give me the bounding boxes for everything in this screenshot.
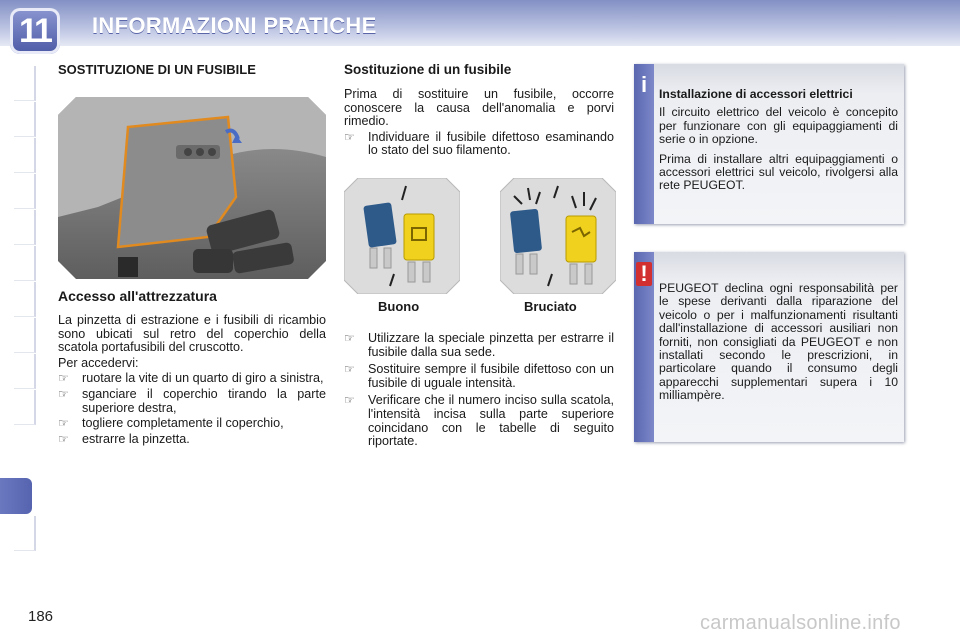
chapter-tab[interactable] [14, 102, 36, 137]
chapter-tab[interactable] [14, 210, 36, 245]
pointing-hand-icon: ☞ [58, 371, 69, 386]
warning-text: PEUGEOT declina ogni responsabilità per le spese derivanti dalla riparazione del veicolo o per i malfunzionamenti risultanti dall'installazione di accessori ausiliari non forniti, non consigliati da PEUGEOT e non installati secondo le prescrizioni, in particolare quando il consumo degli apparecchi supplementari supera i 10 milliampère. [659, 281, 898, 403]
pointing-hand-icon: ☞ [344, 393, 355, 408]
replace-steps [344, 332, 614, 451]
fuse-good-image [344, 178, 460, 294]
info-icon: i [640, 72, 648, 97]
replace-title: Sostituzione di un fusibile [344, 62, 512, 77]
info-content [659, 88, 898, 195]
pointing-hand-icon: ☞ [344, 331, 355, 345]
chapter-tab-active[interactable] [0, 478, 32, 514]
info-title: Installazione di accessori elettrici [659, 87, 853, 101]
access-step: ☞ ruotare la vite di un quarto di giro a sinistra, [58, 371, 324, 386]
fuse-good-label: Buono [378, 299, 420, 314]
access-title: Accesso all'attrezzatura [58, 288, 217, 304]
chapter-tab[interactable] [14, 174, 36, 209]
replace-step: ☞ Utilizzare la speciale pinzetta per estrarre il fusibile dalla sua sede. [344, 331, 614, 359]
fuse-blown-label: Bruciato [524, 299, 577, 314]
check-step: ☞ Individuare il fusibile difettoso esaminando lo stato del suo filamento. [344, 129, 614, 158]
chapter-tab[interactable] [14, 282, 36, 317]
pointing-hand-icon: ☞ [58, 431, 69, 446]
pointing-hand-icon: ☞ [58, 386, 69, 401]
fusebox-photo [58, 97, 326, 279]
access-text-block [58, 314, 326, 448]
replace-intro-block [344, 88, 614, 160]
access-step: ☞ togliere completamente il coperchio, [58, 416, 284, 431]
replace-step: ☞ Sostituire sempre il fusibile difettoso con un fusibile di uguale intensità. [344, 362, 614, 390]
access-step: ☞ estrarre la pinzetta. [58, 431, 190, 446]
replace-step: ☞ Verificare che il numero inciso sulla scatola, l'intensità incisa sulla parte superiore coincidano con le tabelle di seguito riportate. [344, 393, 614, 449]
replace-intro: Prima di sostituire un fusibile, occorre conoscere la causa dell'anomalia e porvi rimedio. [344, 87, 614, 129]
watermark: carmanualsonline.info [700, 612, 901, 634]
chapter-tab[interactable] [14, 516, 36, 551]
info-paragraph: Il circuito elettrico del veicolo è concepito per funzionare con gli equipaggiamenti di serie o in opzione. [659, 105, 898, 147]
chapter-tab[interactable] [14, 246, 36, 281]
info-paragraph: Prima di installare altri equipaggiamenti o accessori elettrici sul veicolo, rivolgersi alla rete PEUGEOT. [659, 151, 898, 193]
pointing-hand-icon: ☞ [58, 416, 69, 431]
pointing-hand-icon: ☞ [344, 129, 355, 144]
chapter-tab[interactable] [14, 354, 36, 389]
section-title: SOSTITUZIONE DI UN FUSIBILE [58, 62, 256, 77]
chapter-tab[interactable] [14, 390, 36, 425]
chapter-tab[interactable] [14, 66, 36, 101]
warning-box [634, 252, 904, 442]
access-step: ☞ sganciare il coperchio tirando la parte superiore destra, [58, 386, 326, 415]
access-intro: Per accedervi: [58, 355, 139, 370]
chapter-tabs [0, 66, 36, 576]
access-paragraph: La pinzetta di estrazione e i fusibili di ricambio sono ubicati sul retro del coperchio della scatola portafusibili del cruscotto. [58, 313, 326, 355]
page-number: 186 [28, 608, 54, 625]
info-box [634, 64, 904, 224]
chapter-tab[interactable] [14, 318, 36, 353]
fuse-blown-image [500, 178, 616, 294]
page-title: INFORMAZIONI PRATICHE [92, 13, 377, 38]
chapter-badge: 11 [10, 8, 60, 54]
chapter-tab[interactable] [14, 138, 36, 173]
warning-icon: ! [636, 262, 652, 286]
pointing-hand-icon: ☞ [344, 362, 355, 377]
